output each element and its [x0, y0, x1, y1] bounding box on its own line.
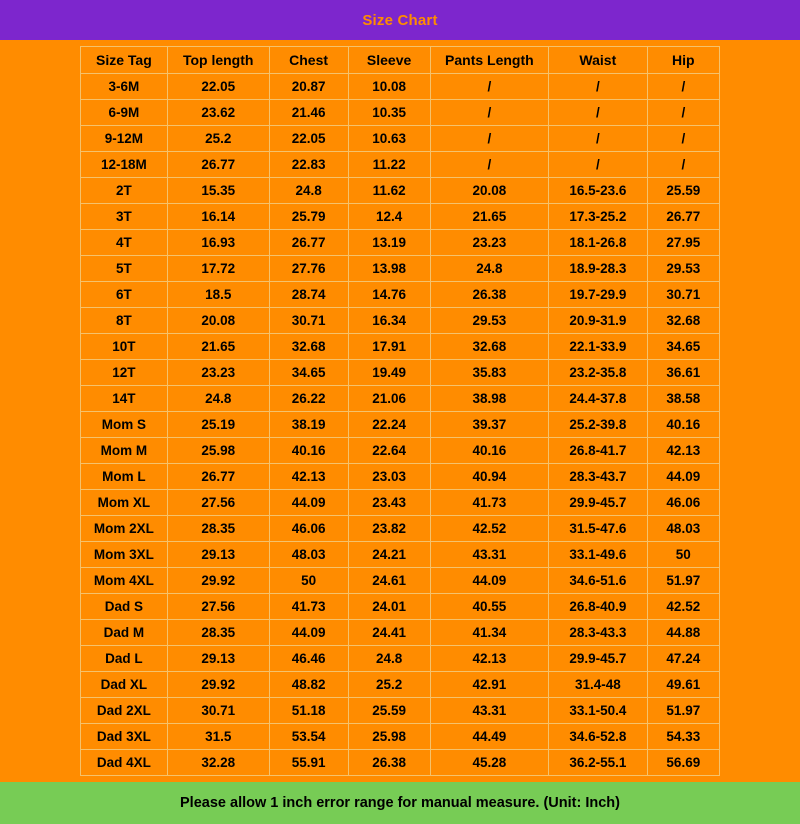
cell-chest: 30.71 — [269, 308, 348, 334]
cell-pants-length: 26.38 — [430, 282, 548, 308]
table-row — [81, 178, 720, 204]
cell-pants-length: / — [430, 126, 548, 152]
cell-size-tag: Mom S — [81, 412, 168, 438]
table-row — [81, 308, 720, 334]
cell-sleeve: 26.38 — [348, 750, 430, 776]
cell-top-length: 28.35 — [167, 516, 269, 542]
cell-sleeve: 25.2 — [348, 672, 430, 698]
cell-waist: 33.1-49.6 — [549, 542, 648, 568]
cell-sleeve: 11.62 — [348, 178, 430, 204]
cell-hip: 29.53 — [647, 256, 719, 282]
cell-hip: 40.16 — [647, 412, 719, 438]
cell-waist: 26.8-40.9 — [549, 594, 648, 620]
cell-pants-length: 42.52 — [430, 516, 548, 542]
cell-top-length: 23.23 — [167, 360, 269, 386]
cell-pants-length: 40.55 — [430, 594, 548, 620]
cell-hip: / — [647, 74, 719, 100]
cell-hip: 51.97 — [647, 698, 719, 724]
cell-pants-length: / — [430, 100, 548, 126]
cell-size-tag: 6-9M — [81, 100, 168, 126]
cell-sleeve: 19.49 — [348, 360, 430, 386]
cell-chest: 40.16 — [269, 438, 348, 464]
cell-size-tag: 12T — [81, 360, 168, 386]
cell-top-length: 27.56 — [167, 594, 269, 620]
cell-chest: 22.05 — [269, 126, 348, 152]
page-title: Size Chart — [362, 11, 438, 29]
cell-pants-length: 40.16 — [430, 438, 548, 464]
cell-waist: / — [549, 126, 648, 152]
cell-sleeve: 24.41 — [348, 620, 430, 646]
cell-pants-length: 35.83 — [430, 360, 548, 386]
cell-waist: 17.3-25.2 — [549, 204, 648, 230]
cell-sleeve: 10.35 — [348, 100, 430, 126]
table-row — [81, 100, 720, 126]
cell-waist: 33.1-50.4 — [549, 698, 648, 724]
cell-top-length: 25.98 — [167, 438, 269, 464]
cell-size-tag: Dad M — [81, 620, 168, 646]
cell-size-tag: Mom 3XL — [81, 542, 168, 568]
cell-waist: 18.1-26.8 — [549, 230, 648, 256]
table-container — [0, 40, 800, 776]
cell-waist: 29.9-45.7 — [549, 490, 648, 516]
table-row — [81, 516, 720, 542]
cell-top-length: 25.2 — [167, 126, 269, 152]
cell-hip: 49.61 — [647, 672, 719, 698]
cell-chest: 48.03 — [269, 542, 348, 568]
column-header-pants-length: Pants Length — [430, 47, 548, 74]
cell-size-tag: 14T — [81, 386, 168, 412]
cell-top-length: 28.35 — [167, 620, 269, 646]
cell-chest: 25.79 — [269, 204, 348, 230]
cell-size-tag: Mom XL — [81, 490, 168, 516]
cell-size-tag: 3-6M — [81, 74, 168, 100]
column-header-sleeve: Sleeve — [348, 47, 430, 74]
cell-pants-length: 44.09 — [430, 568, 548, 594]
cell-size-tag: 9-12M — [81, 126, 168, 152]
table-row — [81, 594, 720, 620]
cell-size-tag: 8T — [81, 308, 168, 334]
cell-top-length: 31.5 — [167, 724, 269, 750]
cell-chest: 44.09 — [269, 490, 348, 516]
cell-sleeve: 24.01 — [348, 594, 430, 620]
cell-top-length: 27.56 — [167, 490, 269, 516]
cell-sleeve: 16.34 — [348, 308, 430, 334]
cell-hip: / — [647, 152, 719, 178]
cell-hip: 26.77 — [647, 204, 719, 230]
cell-sleeve: 10.08 — [348, 74, 430, 100]
column-header-top-length: Top length — [167, 47, 269, 74]
cell-sleeve: 13.19 — [348, 230, 430, 256]
cell-top-length: 18.5 — [167, 282, 269, 308]
cell-sleeve: 13.98 — [348, 256, 430, 282]
column-header-size-tag: Size Tag — [81, 47, 168, 74]
cell-pants-length: 44.49 — [430, 724, 548, 750]
cell-chest: 24.8 — [269, 178, 348, 204]
cell-size-tag: Mom M — [81, 438, 168, 464]
cell-size-tag: 4T — [81, 230, 168, 256]
cell-top-length: 21.65 — [167, 334, 269, 360]
cell-pants-length: 43.31 — [430, 542, 548, 568]
cell-sleeve: 24.61 — [348, 568, 430, 594]
size-chart-table — [80, 46, 720, 776]
cell-chest: 20.87 — [269, 74, 348, 100]
table-row — [81, 698, 720, 724]
cell-top-length: 15.35 — [167, 178, 269, 204]
cell-hip: 27.95 — [647, 230, 719, 256]
cell-top-length: 29.92 — [167, 672, 269, 698]
cell-size-tag: Dad 4XL — [81, 750, 168, 776]
cell-waist: 31.5-47.6 — [549, 516, 648, 542]
cell-hip: 54.33 — [647, 724, 719, 750]
cell-sleeve: 21.06 — [348, 386, 430, 412]
cell-chest: 28.74 — [269, 282, 348, 308]
cell-hip: 38.58 — [647, 386, 719, 412]
cell-waist: 26.8-41.7 — [549, 438, 648, 464]
cell-chest: 50 — [269, 568, 348, 594]
cell-top-length: 24.8 — [167, 386, 269, 412]
table-row — [81, 360, 720, 386]
cell-hip: 48.03 — [647, 516, 719, 542]
cell-sleeve: 25.59 — [348, 698, 430, 724]
cell-waist: 19.7-29.9 — [549, 282, 648, 308]
cell-size-tag: 12-18M — [81, 152, 168, 178]
cell-pants-length: 24.8 — [430, 256, 548, 282]
table-row — [81, 620, 720, 646]
cell-sleeve: 23.03 — [348, 464, 430, 490]
cell-size-tag: Mom 4XL — [81, 568, 168, 594]
cell-size-tag: 6T — [81, 282, 168, 308]
cell-chest: 38.19 — [269, 412, 348, 438]
cell-waist: 16.5-23.6 — [549, 178, 648, 204]
cell-hip: / — [647, 100, 719, 126]
cell-sleeve: 12.4 — [348, 204, 430, 230]
cell-pants-length: 40.94 — [430, 464, 548, 490]
cell-hip: 44.88 — [647, 620, 719, 646]
cell-chest: 22.83 — [269, 152, 348, 178]
table-header-row — [81, 47, 720, 74]
cell-waist: 20.9-31.9 — [549, 308, 648, 334]
table-row — [81, 256, 720, 282]
table-row — [81, 464, 720, 490]
table-row — [81, 672, 720, 698]
cell-top-length: 16.93 — [167, 230, 269, 256]
cell-pants-length: 29.53 — [430, 308, 548, 334]
table-row — [81, 230, 720, 256]
table-row — [81, 750, 720, 776]
cell-pants-length: 23.23 — [430, 230, 548, 256]
cell-pants-length: 21.65 — [430, 204, 548, 230]
cell-chest: 21.46 — [269, 100, 348, 126]
cell-sleeve: 24.21 — [348, 542, 430, 568]
cell-chest: 42.13 — [269, 464, 348, 490]
cell-waist: / — [549, 74, 648, 100]
cell-pants-length: 43.31 — [430, 698, 548, 724]
cell-waist: / — [549, 152, 648, 178]
cell-top-length: 17.72 — [167, 256, 269, 282]
cell-size-tag: 5T — [81, 256, 168, 282]
cell-hip: 46.06 — [647, 490, 719, 516]
cell-waist: 28.3-43.7 — [549, 464, 648, 490]
cell-waist: 22.1-33.9 — [549, 334, 648, 360]
cell-top-length: 23.62 — [167, 100, 269, 126]
cell-chest: 55.91 — [269, 750, 348, 776]
cell-chest: 44.09 — [269, 620, 348, 646]
cell-sleeve: 25.98 — [348, 724, 430, 750]
table-row — [81, 490, 720, 516]
cell-size-tag: Dad L — [81, 646, 168, 672]
cell-waist: 31.4-48 — [549, 672, 648, 698]
column-header-hip: Hip — [647, 47, 719, 74]
cell-hip: 34.65 — [647, 334, 719, 360]
footer-bar — [0, 782, 800, 824]
cell-sleeve: 17.91 — [348, 334, 430, 360]
cell-chest: 26.77 — [269, 230, 348, 256]
cell-size-tag: Dad 2XL — [81, 698, 168, 724]
cell-pants-length: / — [430, 74, 548, 100]
cell-top-length: 25.19 — [167, 412, 269, 438]
cell-size-tag: Mom 2XL — [81, 516, 168, 542]
cell-hip: / — [647, 126, 719, 152]
cell-top-length: 26.77 — [167, 464, 269, 490]
table-header — [81, 47, 720, 74]
table-row — [81, 568, 720, 594]
cell-waist: 34.6-51.6 — [549, 568, 648, 594]
cell-top-length: 22.05 — [167, 74, 269, 100]
table-row — [81, 386, 720, 412]
cell-pants-length: 32.68 — [430, 334, 548, 360]
cell-pants-length: 42.91 — [430, 672, 548, 698]
cell-hip: 32.68 — [647, 308, 719, 334]
cell-waist: 36.2-55.1 — [549, 750, 648, 776]
cell-size-tag: Dad S — [81, 594, 168, 620]
cell-size-tag: Dad XL — [81, 672, 168, 698]
cell-top-length: 29.13 — [167, 542, 269, 568]
table-row — [81, 126, 720, 152]
cell-pants-length: / — [430, 152, 548, 178]
cell-waist: 25.2-39.8 — [549, 412, 648, 438]
table-row — [81, 438, 720, 464]
cell-size-tag: 10T — [81, 334, 168, 360]
cell-hip: 42.52 — [647, 594, 719, 620]
table-row — [81, 542, 720, 568]
cell-chest: 32.68 — [269, 334, 348, 360]
cell-chest: 53.54 — [269, 724, 348, 750]
cell-pants-length: 20.08 — [430, 178, 548, 204]
cell-pants-length: 38.98 — [430, 386, 548, 412]
table-body — [81, 74, 720, 776]
table-row — [81, 204, 720, 230]
cell-waist: 18.9-28.3 — [549, 256, 648, 282]
cell-top-length: 30.71 — [167, 698, 269, 724]
cell-chest: 27.76 — [269, 256, 348, 282]
cell-waist: 24.4-37.8 — [549, 386, 648, 412]
cell-chest: 46.46 — [269, 646, 348, 672]
cell-hip: 30.71 — [647, 282, 719, 308]
cell-top-length: 32.28 — [167, 750, 269, 776]
table-row — [81, 334, 720, 360]
cell-pants-length: 39.37 — [430, 412, 548, 438]
cell-top-length: 29.13 — [167, 646, 269, 672]
cell-size-tag: Dad 3XL — [81, 724, 168, 750]
cell-pants-length: 45.28 — [430, 750, 548, 776]
cell-hip: 47.24 — [647, 646, 719, 672]
measurement-note: Please allow 1 inch error range for manual measure. (Unit: Inch) — [180, 795, 620, 811]
cell-hip: 50 — [647, 542, 719, 568]
cell-chest: 41.73 — [269, 594, 348, 620]
title-bar — [0, 0, 800, 40]
cell-hip: 56.69 — [647, 750, 719, 776]
cell-size-tag: Mom L — [81, 464, 168, 490]
column-header-chest: Chest — [269, 47, 348, 74]
cell-hip: 25.59 — [647, 178, 719, 204]
table-row — [81, 646, 720, 672]
cell-top-length: 26.77 — [167, 152, 269, 178]
cell-waist: / — [549, 100, 648, 126]
cell-waist: 28.3-43.3 — [549, 620, 648, 646]
cell-chest: 46.06 — [269, 516, 348, 542]
cell-sleeve: 24.8 — [348, 646, 430, 672]
cell-hip: 44.09 — [647, 464, 719, 490]
cell-sleeve: 22.24 — [348, 412, 430, 438]
cell-waist: 34.6-52.8 — [549, 724, 648, 750]
cell-waist: 23.2-35.8 — [549, 360, 648, 386]
table-row — [81, 412, 720, 438]
cell-size-tag: 2T — [81, 178, 168, 204]
cell-chest: 26.22 — [269, 386, 348, 412]
cell-size-tag: 3T — [81, 204, 168, 230]
table-row — [81, 282, 720, 308]
table-row — [81, 152, 720, 178]
cell-sleeve: 23.43 — [348, 490, 430, 516]
cell-sleeve: 22.64 — [348, 438, 430, 464]
cell-sleeve: 10.63 — [348, 126, 430, 152]
cell-hip: 36.61 — [647, 360, 719, 386]
cell-sleeve: 11.22 — [348, 152, 430, 178]
cell-waist: 29.9-45.7 — [549, 646, 648, 672]
cell-pants-length: 41.34 — [430, 620, 548, 646]
column-header-waist: Waist — [549, 47, 648, 74]
cell-top-length: 29.92 — [167, 568, 269, 594]
table-row — [81, 724, 720, 750]
table-row — [81, 74, 720, 100]
cell-sleeve: 14.76 — [348, 282, 430, 308]
cell-sleeve: 23.82 — [348, 516, 430, 542]
cell-pants-length: 42.13 — [430, 646, 548, 672]
cell-chest: 48.82 — [269, 672, 348, 698]
cell-chest: 51.18 — [269, 698, 348, 724]
cell-chest: 34.65 — [269, 360, 348, 386]
cell-top-length: 20.08 — [167, 308, 269, 334]
cell-pants-length: 41.73 — [430, 490, 548, 516]
cell-hip: 51.97 — [647, 568, 719, 594]
cell-hip: 42.13 — [647, 438, 719, 464]
cell-top-length: 16.14 — [167, 204, 269, 230]
